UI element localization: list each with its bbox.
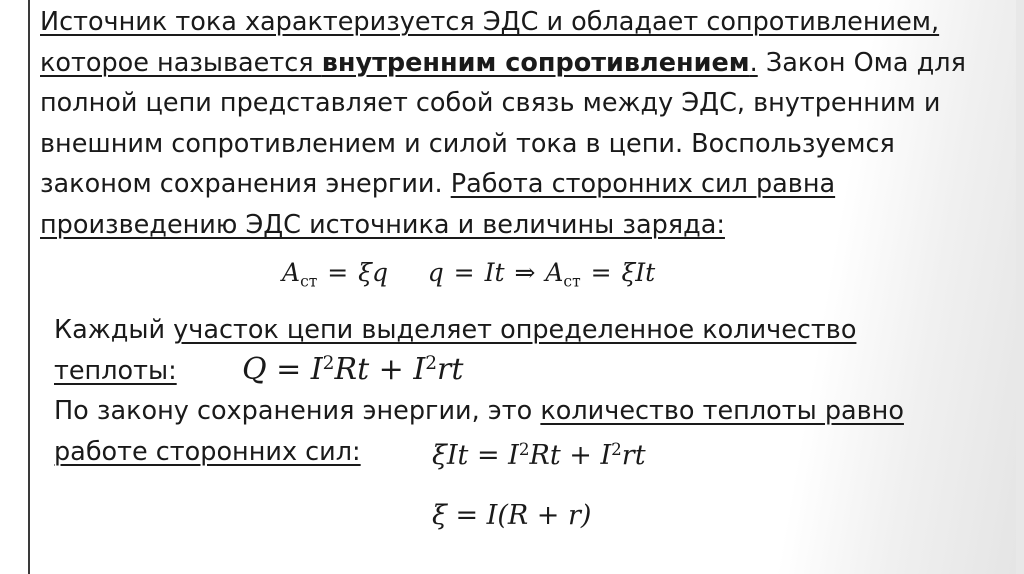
f2-b: Rt + I: [334, 352, 426, 387]
formula-emf-equation: [432, 440, 646, 471]
p2-line1-plain: Каждый: [54, 315, 174, 345]
right-shadow-edge: [1016, 0, 1024, 574]
f2-sup2: 2: [425, 352, 438, 374]
f2-c: rt: [437, 352, 464, 387]
p1-line2-dot: .: [749, 47, 758, 78]
p3-line1-plain: По закону сохранения энергии, это: [54, 396, 541, 426]
paragraph-internal-resistance: [40, 2, 966, 245]
p1-line4: внешним сопротивлением и силой тока в цепи. Воспользуемся: [40, 128, 895, 159]
f1-sub-st2: ст: [563, 272, 581, 291]
p1-term-internal-resistance: внутренним сопротивлением: [321, 47, 750, 78]
p3-line1-underlined: количество теплоты равно: [540, 396, 904, 426]
p1-line5-plain: законом сохранения энергии.: [40, 169, 451, 199]
p3-line1: [54, 391, 904, 432]
p1-line3: полной цепи представляет собой связь между ЭДС, внутренним и: [40, 88, 941, 118]
p1-line6-underlined: произведению ЭДС источника и величины заряда:: [40, 209, 725, 240]
p2-line1: [54, 310, 856, 351]
f1-eq2: = ξIt: [580, 258, 656, 287]
left-border-line: [28, 0, 30, 574]
p1-line5: [40, 164, 966, 205]
f1-eq1: = ξq q = It ⇒: [317, 258, 546, 287]
p3-line2-underlined: работе сторонних сил:: [54, 436, 361, 467]
f2-a: Q = I: [242, 352, 323, 387]
formula-work-of-external-forces: [282, 258, 655, 290]
f2-sup1: 2: [322, 352, 335, 374]
p2-line2-underlined: теплоты:: [54, 355, 177, 386]
p1-line2-underlined: которое называется: [40, 47, 322, 78]
f1-A2: A: [545, 258, 564, 287]
f1-A: A: [282, 258, 301, 287]
p1-line2: [40, 43, 966, 84]
p1-line5-underlined: Работа сторонних сил равна: [450, 169, 836, 199]
p1-line1: [40, 2, 966, 43]
formula-heat-amount: [242, 352, 463, 387]
f3-a: ξIt = I: [432, 440, 519, 471]
f3-c: rt: [621, 440, 646, 471]
f1-sub-st: ст: [300, 272, 318, 291]
f3-sup2: 2: [611, 438, 622, 459]
f3-b: Rt + I: [529, 440, 612, 471]
p1-line6: [40, 205, 966, 246]
p1-line1-text: Источник тока характеризуется ЭДС и обладает сопротивлением,: [40, 7, 940, 37]
f3-sup1: 2: [518, 438, 530, 459]
p1-line2-rest: Закон Ома для: [757, 47, 966, 78]
formula-ohms-law-full-circuit: ξ = I(R + r): [432, 500, 592, 531]
p2-line1-underlined: участок цепи выделяет определенное количество: [173, 315, 857, 345]
